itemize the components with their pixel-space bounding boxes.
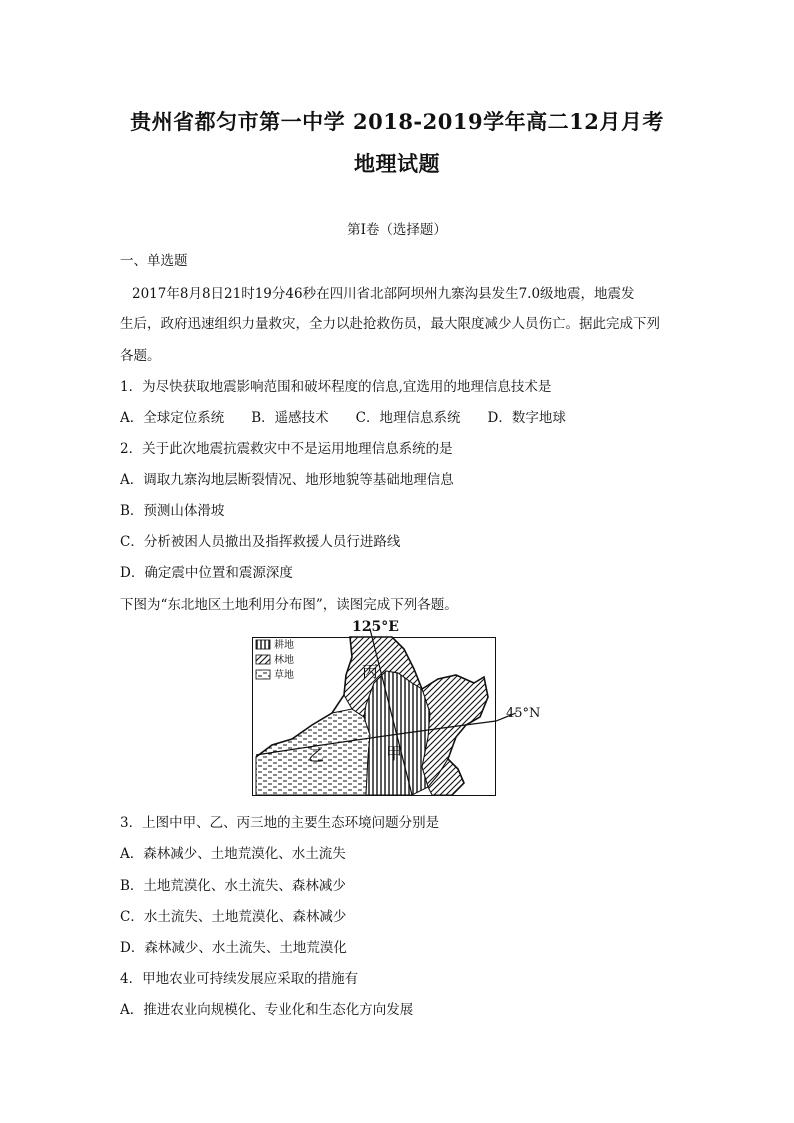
question-3-option-b: B．土地荒漠化、水土流失、森林减少	[120, 878, 346, 894]
legend-grassland: 草地	[274, 670, 294, 681]
question-4-stem: 4．甲地农业可持续发展应采取的措施有	[120, 971, 359, 987]
passage1-line1: 2017年8月8日21时19分46秒在四川省北部阿坝州九寨沟县发生7.0级地震，地震发	[132, 286, 635, 302]
volume-heading: 第Ⅰ卷（选择题）	[347, 222, 447, 238]
question-2-stem: 2．关于此次地震抗震救灾中不是运用地理信息系统的是	[120, 441, 453, 457]
exam-subject: 地理试题	[354, 151, 440, 176]
question-4-option-a: A．推进农业向规模化、专业化和生态化方向发展	[120, 1002, 414, 1018]
map-legend	[256, 640, 270, 679]
question-3-option-d: D．森林减少、水土流失、土地荒漠化	[120, 940, 347, 956]
question-3-stem: 3．上图中甲、乙、丙三地的主要生态环境问题分别是	[120, 815, 440, 831]
question-3-option-c: C．水土流失、土地荒漠化、森林减少	[120, 909, 347, 925]
latitude-label: 45°N	[506, 706, 541, 721]
question-2-option-d: D．确定震中位置和震源深度	[120, 565, 293, 581]
region-label-yi: 乙	[308, 746, 325, 765]
passage1-line3: 各题。	[120, 348, 161, 364]
question-2-option-b: B．预测山体滑坡	[120, 503, 225, 519]
region-label-jia: 甲	[386, 744, 403, 763]
question-3-option-a: A．森林减少、土地荒漠化、水土流失	[120, 846, 346, 862]
part-heading: 一、单选题	[120, 253, 188, 269]
passage1-line2: 生后，政府迅速组织力量救灾，全力以赴抢救伤员，最大限度减少人员伤亡。据此完成下列	[120, 316, 660, 332]
legend-farmland: 耕地	[274, 640, 294, 651]
region-label-bing: 丙	[362, 662, 379, 681]
land-use-map	[252, 617, 548, 797]
question-1-options: A．全球定位系统 B．遥感技术 C．地理信息系统 D．数字地球	[120, 410, 566, 426]
longitude-label: 125°E	[352, 619, 399, 635]
question-2-option-a: A．调取九寨沟地层断裂情况、地形地貌等基础地理信息	[120, 472, 454, 488]
map-intro: 下图为“东北地区土地利用分布图”，读图完成下列各题。	[120, 597, 458, 613]
exam-title: 贵州省都匀市第一中学 2018-2019学年高二12月月考	[130, 109, 664, 134]
question-2-option-c: C．分析被困人员撤出及指挥救援人员行进路线	[120, 534, 401, 550]
question-1-stem: 1．为尽快获取地震影响范围和破坏程度的信息,宜选用的地理信息技术是	[120, 379, 552, 395]
legend-forest: 林地	[274, 655, 294, 666]
farmland-area	[364, 671, 430, 795]
